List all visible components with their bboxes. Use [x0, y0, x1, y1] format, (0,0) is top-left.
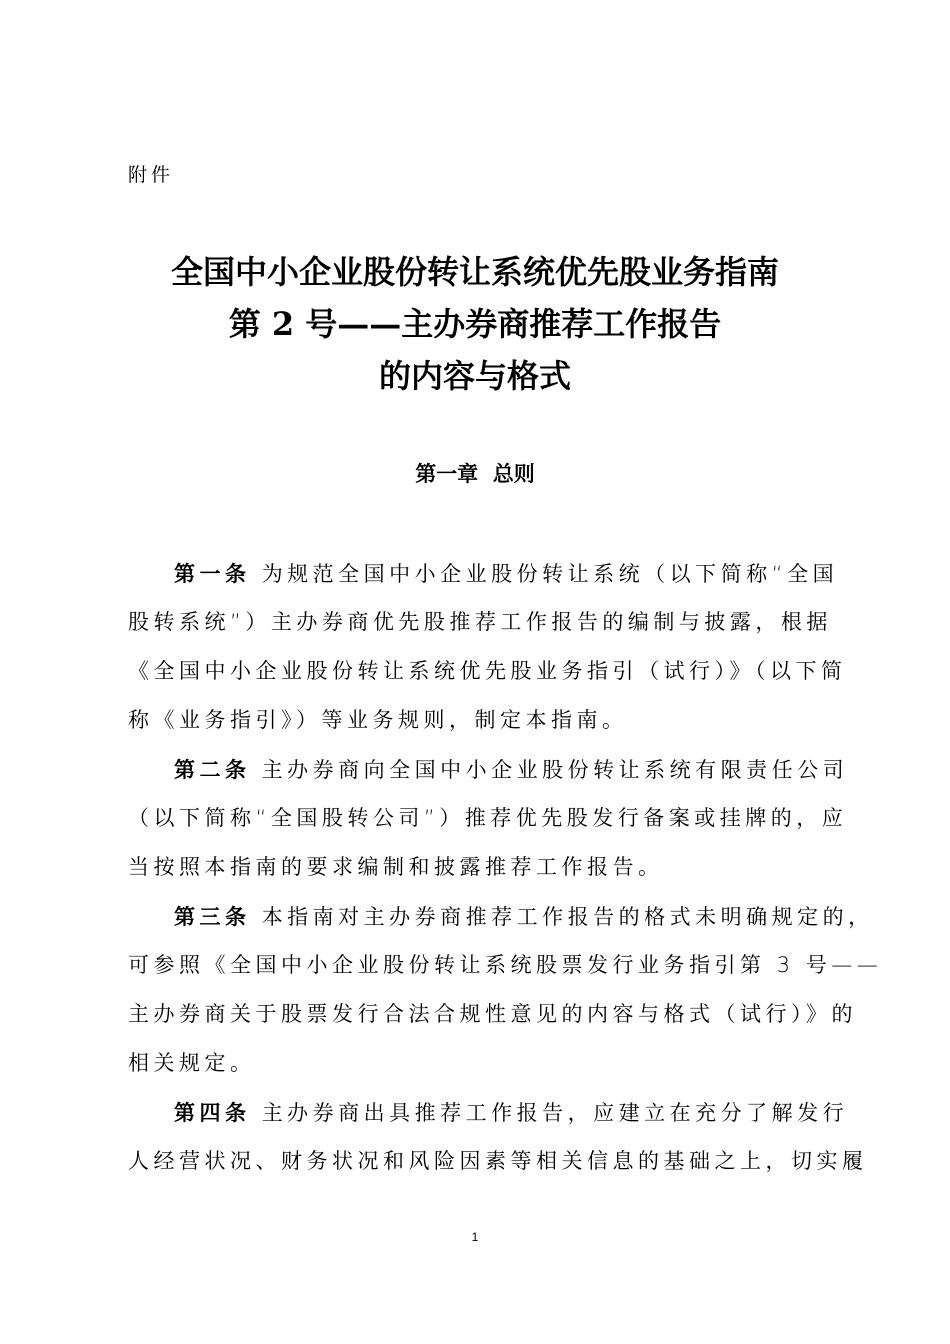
article-text-line: 可参照《全国中小企业股份转让系统股票发行业务指引第 3 号—— — [128, 953, 883, 977]
article-text: 主办券商向全国中小企业股份转让系统有限责任公司 — [261, 758, 849, 782]
article-text-line: 相关规定。 — [128, 1051, 256, 1075]
document-title — [0, 246, 950, 402]
article-first-line — [128, 745, 849, 794]
chapter-heading: 第一章 总则 — [415, 462, 535, 486]
article-number: 第三条 — [174, 904, 251, 929]
article-2 — [128, 745, 849, 892]
article-number: 第一条 — [174, 561, 251, 586]
article-1 — [128, 549, 847, 745]
article-text: 为规范全国中小企业股份转让系统（以下简称“全国 — [261, 562, 839, 586]
article-text-line: 人经营状况、财务状况和风险因素等相关信息的基础之上，切实履 — [128, 1149, 868, 1173]
article-4 — [128, 1088, 868, 1186]
article-text: 本指南对主办券商推荐工作报告的格式未明确规定的， — [261, 905, 874, 929]
article-text-line: 股转系统”）主办券商优先股推荐工作报告的编制与披露，根据 — [128, 610, 832, 634]
article-text-line: 《全国中小企业股份转让系统优先股业务指引（试行）》（以下简 — [128, 659, 847, 683]
article-text-line: 主办券商关于股票发行合法合规性意见的内容与格式（试行）》的 — [128, 1002, 857, 1026]
article-text-line: 称《业务指引》）等业务规则，制定本指南。 — [128, 708, 628, 732]
article-first-line — [128, 549, 839, 598]
article-number: 第二条 — [174, 757, 251, 782]
article-text-line: （以下简称“全国股转公司”）推荐优先股发行备案或挂牌的，应 — [128, 806, 848, 830]
article-text: 主办券商出具推荐工作报告，应建立在充分了解发行 — [261, 1101, 849, 1125]
article-3 — [128, 892, 883, 1088]
page-number: 1 — [471, 1230, 479, 1244]
document-body — [128, 549, 883, 1186]
title-line-2: 第 2 号——主办券商推荐工作报告 — [228, 305, 722, 343]
title-line-3: 的内容与格式 — [378, 357, 571, 395]
article-number: 第四条 — [174, 1100, 251, 1125]
title-line-1: 全国中小企业股份转让系统优先股业务指南 — [170, 253, 779, 291]
article-first-line — [128, 892, 874, 941]
article-text-line: 当按照本指南的要求编制和披露推荐工作报告。 — [128, 855, 664, 879]
article-first-line — [128, 1088, 849, 1137]
attachment-label: 附件 — [128, 164, 175, 186]
